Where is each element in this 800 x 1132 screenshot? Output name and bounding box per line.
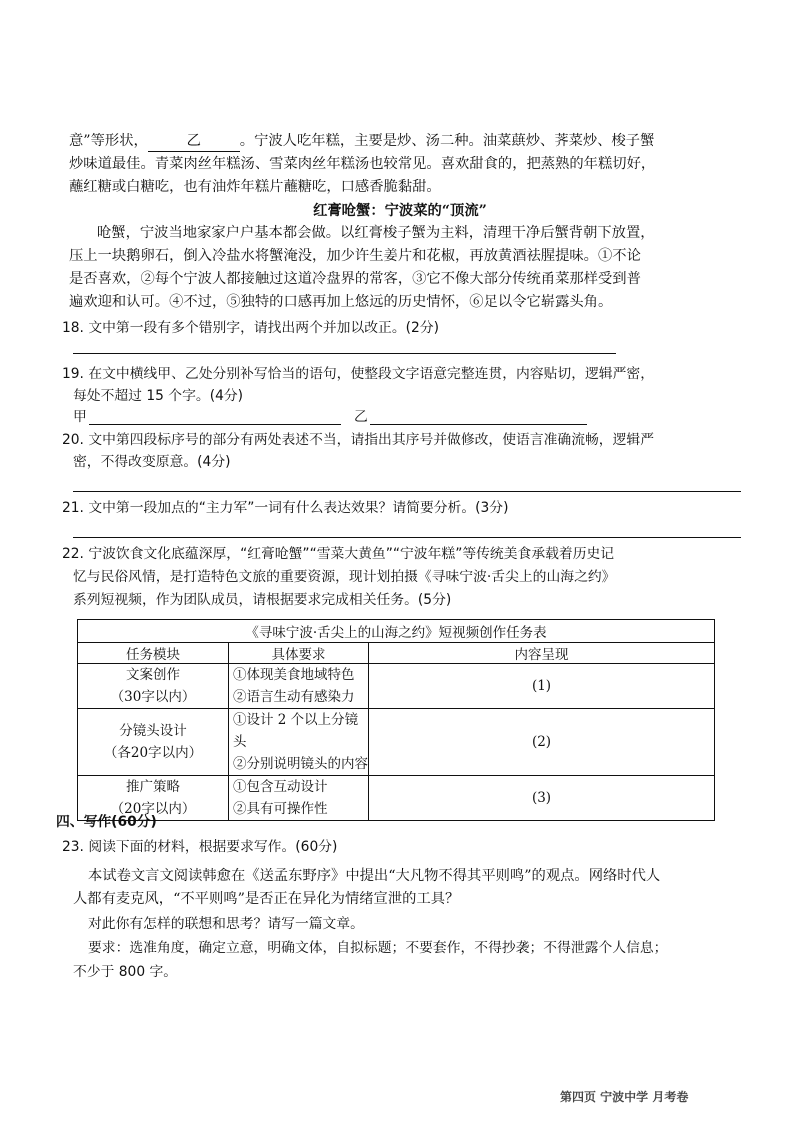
table-row [78, 664, 715, 709]
para-line: 压上一块鹅卵石，倒入冷盐水将蟹淹没，加少许生姜片和花椒，再放黄酒祛腥提味。①不论 [69, 248, 641, 264]
answer-line [73, 353, 616, 354]
output-cell[interactable]: (3) [369, 776, 715, 821]
requirement: ①包含互动设计 [233, 779, 328, 795]
answer-line [73, 537, 741, 538]
section-heading: 红膏呛蟹：宁波菜的“顶流” [313, 203, 487, 219]
table-row [78, 776, 715, 821]
question-21: 21. 文中第一段加点的“主力军”一词有什么表达效果？请简要分析。(3分) [62, 500, 509, 516]
answer-line [73, 491, 741, 492]
writing-requirements-cont: 不少于 800 字。 [73, 964, 178, 980]
table-header: 内容呈现 [369, 643, 715, 664]
module-name: 推广策略 [126, 779, 180, 795]
passage-line-1: 意”等形状， 乙 。宁波人吃年糕，主要是炒、汤二种。油菜蕻炒、荠菜炒、梭子蟹 [69, 131, 654, 152]
blank-yi: 乙 [148, 131, 240, 152]
question-23: 23. 阅读下面的材料，根据要求写作。(60分) [62, 839, 338, 855]
module-name: 分镜头设计 [119, 723, 187, 739]
writing-requirements: 要求：选准角度，确定立意，明确文体，自拟标题；不要套作，不得抄袭；不得泄露个人信息； [88, 940, 668, 956]
table-row [78, 709, 715, 776]
module-limit: （30字以内） [110, 689, 196, 705]
module-limit: （20字以内） [110, 801, 196, 817]
question-20-cont: 密，不得改变原意。(4分) [73, 454, 231, 470]
page-footer: 第四页 宁波中学 月考卷 [560, 1090, 689, 1104]
para-line: 遍欢迎和认可。④不过，⑤独特的口感再加上悠远的历史情怀，⑥足以令它崭露头角。 [69, 294, 613, 310]
output-cell[interactable]: (2) [369, 709, 715, 776]
para-line: 呛蟹，宁波当地家家户户基本都会做。以红膏梭子蟹为主料，清理干净后蟹背朝下放置， [97, 225, 655, 241]
question-19-cont: 每处不超过 15 个字。(4分) [73, 388, 244, 404]
table-header: 具体要求 [229, 643, 369, 664]
section-title-writing: 四、写作(60分) [56, 814, 157, 830]
table-caption: 《寻味宁波·舌尖上的山海之约》短视频创作任务表 [78, 620, 715, 643]
output-cell[interactable]: (1) [369, 664, 715, 709]
requirement: ②语言生动有感染力 [233, 689, 355, 705]
material-line: 人都有麦克风，“不平则鸣”是否正在异化为情绪宣泄的工具？ [73, 891, 460, 907]
requirement: ②分别说明镜头的内容 [233, 756, 368, 772]
question-19: 19. 在文中横线甲、乙处分别补写恰当的语句，使整段文字语意完整连贯，内容贴切，逻辑严密， [62, 366, 654, 382]
answer-line-jia[interactable] [89, 424, 341, 425]
label-yi: 乙 [354, 409, 368, 425]
question-20: 20. 文中第四段标序号的部分有两处表述不当，请指出其序号并做修改，使语言准确流畅，逻辑严 [62, 432, 654, 448]
question-22-cont: 系列短视频，作为团队成员，请根据要求完成相关任务。(5分) [73, 592, 452, 608]
module-name: 文案创作 [126, 667, 180, 683]
task-table [77, 619, 715, 821]
passage-line-3: 蘸红糖或白糖吃，也有油炸年糕片蘸糖吃，口感香脆黏甜。 [69, 179, 441, 195]
para-line: 是否喜欢，②每个宁波人都接触过这道冷盘界的常客，③它不像大部分传统甬菜那样受到普 [69, 271, 641, 287]
material-line: 本试卷文言文阅读韩愈在《送孟东野序》中提出“大凡物不得其平则鸣”的观点。网络时代人 [88, 868, 661, 884]
table-header: 任务模块 [78, 643, 229, 664]
question-22-cont: 忆与民俗风情，是打造特色文旅的重要资源，现计划拍摄《寻味宁波·舌尖上的山海之约》 [73, 569, 616, 585]
passage-line-2: 炒味道最佳。青菜肉丝年糕汤、雪菜肉丝年糕汤也较常见。喜欢甜食的，把蒸熟的年糕切好， [69, 156, 656, 172]
answer-line-yi[interactable] [370, 424, 587, 425]
module-limit: （各20字以内） [103, 745, 203, 761]
question-22: 22. 宁波饮食文化底蕴深厚，“红膏呛蟹”“雪菜大黄鱼”“宁波年糕”等传统美食承载着历史记 [62, 546, 615, 562]
label-jia: 甲 [73, 409, 87, 425]
requirement: ②具有可操作性 [233, 801, 328, 817]
requirement: ①设计 2 个以上分镜头 [233, 712, 359, 750]
writing-prompt: 对此你有怎样的联想和思考？请写一篇文章。 [88, 916, 364, 932]
question-18: 18. 文中第一段有多个错别字，请找出两个并加以改正。(2分) [62, 320, 439, 336]
requirement: ①体现美食地域特色 [233, 667, 355, 683]
